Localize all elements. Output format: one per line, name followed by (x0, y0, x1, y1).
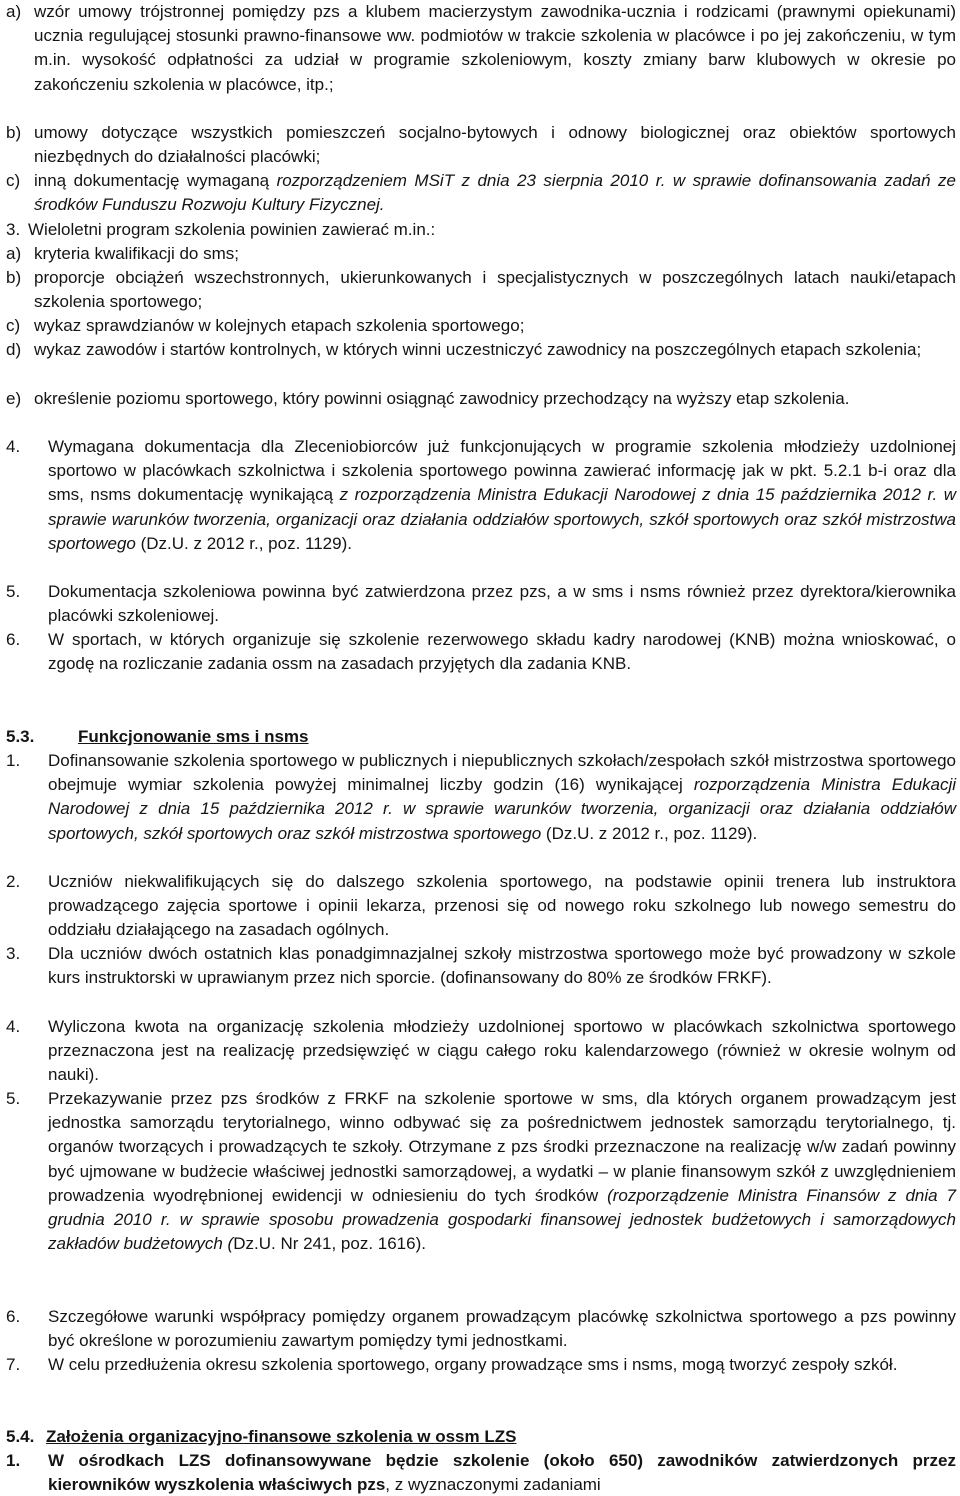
item-label: 1. (6, 1451, 21, 1470)
item-text (48, 1087, 956, 1256)
item-text: W sportach, w których organizuje się szkolenie rezerwowego składu kadry narodowej (KNB) można wnioskować, o zgodę na rozliczanie zadania ossm na zasadach przyjętych dla zadania KNB. (48, 630, 956, 674)
item-text: wykaz sprawdzianów w kolejnych etapach szkolenia sportowego; (34, 316, 525, 335)
item-text: wykaz zawodów i startów kontrolnych, w których winni uczestniczyć zawodnicy na poszczególnych etapach szkolenia; (34, 340, 922, 359)
item-label: c) (6, 316, 21, 335)
item-text (48, 749, 956, 846)
item-text: Wyliczona kwota na organizację szkolenia młodzieży uzdolnionej sportowo w placówkach szkolnictwa sportowego przeznaczona jest na realizację przedsięwzięć w ciągu całego roku kalendarzowego (również w okresie wolnym od nauki). (48, 1017, 956, 1085)
regulation-reference: rozporządzenia Ministra Edukacji Narodowej z dnia 15 października 2012 r. w sprawie warunków tworzenia, organizacji oraz działania oddziałów sportowych, szkół sportowych oraz szkół mistrzostwa sportowego (48, 775, 957, 843)
item-label: 3. (6, 220, 21, 239)
section-number: 5.4. (6, 1427, 35, 1446)
item-text: Wieloletni program szkolenia powinien zawierać m.in.: (28, 220, 436, 239)
item-text-plain: inną dokumentację wymaganą (34, 171, 277, 190)
item-text: proporcje obciążeń wszechstronnych, ukierunkowanych i specjalistycznych w poszczególnych latach nauki/etapach szkolenia sportowego; (34, 268, 956, 312)
journal-reference: Dz.U. Nr 241, poz. 1616). (233, 1234, 426, 1254)
item-text-plain: Dofinansowanie szkolenia sportowego w publicznych i niepublicznych szkołach/zespołach szkół mistrzostwa sportowego obejmuje wymiar szkolenia powyżej minimalnej liczby godzin (16) wynikającej (48, 751, 956, 795)
regulation-reference: z rozporządzenia Ministra Edukacji Narodowej z dnia 15 października 2012 r. w sprawie warunków tworzenia, organizacji oraz działania oddziałów sportowych, szkół sportowych oraz szkół mistrzostwa sportowego (48, 485, 957, 553)
item-text: Dla uczniów dwóch ostatnich klas ponadgimnazjalnej szkoły mistrzostwa sportowego może być prowadzony w szkole kurs instruktorski w uprawianym przez nich sporcie. (dofinansowany do 80% ze środków FRKF). (48, 944, 956, 988)
item-text-plain: Wymagana dokumentacja dla Zleceniobiorców już funkcjonujących w programie szkolenia młodzieży uzdolnionej sportowo w placówkach szkolnictwa i szkolenia sportowego powinna zawierać informację jak w pkt. 5.2.1 b-i oraz dla sms, nsms dokumentację wynikającą (48, 437, 956, 505)
item-label: 4. (6, 437, 21, 456)
journal-reference: (Dz.U. z 2012 r., poz. 1129). (541, 823, 758, 843)
section-title: Założenia organizacyjno-finansowe szkolenia w ossm LZS (46, 1427, 517, 1446)
item-text (34, 169, 956, 217)
item-text-bold: W ośrodkach LZS dofinansowywane będzie szkolenie (około 650) zawodników zatwierdzonych przez kierowników wyszkolenia właściwych pzs (48, 1451, 956, 1495)
item-text: Uczniów niekwalifikujących się do dalszego szkolenia sportowego, na podstawie opinii trenera lub instruktora prowadzącego zajęcia sportowe i opinii lekarza, przenosi się od nowego roku szkolnego lub nowego semestru do oddziału działającego na zasadach ogólnych. (48, 872, 956, 940)
item-label: a) (6, 244, 22, 263)
item-text: Dokumentacja szkoleniowa powinna być zatwierdzona przez pzs, a w sms i nsms również przez dyrektora/kierownika placówki szkoleniowej. (48, 582, 956, 626)
item-text: Szczegółowe warunki współpracy pomiędzy organem prowadzącym placówkę szkolnictwa sportowego a pzs powinny być określone w porozumieniu zawartym pomiędzy tymi jednostkami. (48, 1307, 956, 1351)
item-label: 1. (6, 751, 21, 770)
item-label: 4. (6, 1017, 21, 1036)
regulation-reference: rozporządzeniem MSiT z dnia 23 sierpnia 2010 r. w sprawie dofinansowania zadań ze środków Funduszu Rozwoju Kultury Fizycznej. (34, 171, 956, 215)
item-label: 2. (6, 872, 21, 891)
item-label: 7. (6, 1355, 21, 1374)
item-label: b) (6, 123, 22, 142)
section-number: 5.3. (6, 727, 35, 746)
journal-reference: (Dz.U. z 2012 r., poz. 1129). (135, 533, 352, 553)
item-text (48, 435, 956, 556)
item-text: kryteria kwalifikacji do sms; (34, 244, 239, 263)
item-label: 5. (6, 1089, 21, 1108)
item-label: b) (6, 268, 22, 287)
item-text-plain: , z wyznaczonymi zadaniami (385, 1475, 601, 1495)
regulation-reference: (rozporządzenie Ministra Finansów z dnia 7 grudnia 2010 r. w sprawie sposobu prowadzenia gospodarki finansowej jednostek budżetowych i samorządowych zakładów budżetowych ( (48, 1185, 956, 1254)
item-label: 6. (6, 1307, 21, 1326)
item-label: a) (6, 2, 22, 21)
item-label: 6. (6, 630, 21, 649)
item-text: wzór umowy trójstronnej pomiędzy pzs a klubem macierzystym zawodnika-ucznia i rodzicami (prawnymi opiekunami) ucznia regulującej stosunki prawno-finansowe ww. podmiotów w trakcie szkolenia w placówce i po jej zakończeniu, w tym m.in. wysokość odpłatności za udział w programie szkoleniowym, koszty zmiany barw klubowych w okresie po zakończeniu szkolenia w placówce, itp.; (34, 2, 956, 94)
section-title: Funkcjonowanie sms i nsms (78, 727, 309, 746)
item-text: umowy dotyczące wszystkich pomieszczeń socjalno-bytowych i odnowy biologicznej oraz obiektów sportowych niezbędnych do działalności placówki; (34, 123, 956, 167)
item-label: e) (6, 389, 22, 408)
item-label: 3. (6, 944, 21, 963)
item-label: d) (6, 340, 22, 359)
item-text: W celu przedłużenia okresu szkolenia sportowego, organy prowadzące sms i nsms, mogą tworzyć zespoły szkół. (48, 1355, 898, 1374)
item-label: 5. (6, 582, 21, 601)
item-text-plain: Przekazywanie przez pzs środków z FRKF na szkolenie sportowe w sms, dla których organem prowadzącym jest jednostka samorządu terytorialnego, winno odbywać się za pośrednictwem jednostek samorządu terytorialnego, tj. organów tworzących i prowadzących te szkoły. Otrzymane z pzs środki przeznaczone na realizację w/w zadań powinny być ujmowane w budżecie właściwej jednostki samorządowej, a wydatki – w planie finansowym szkół z uwzględnieniem prowadzenia wyodrębnionej ewidencji w odniesieniu do tych środków (48, 1089, 956, 1205)
item-text: określenie poziomu sportowego, który powinni osiągnąć zawodnicy przechodzący na wyższy etap szkolenia. (34, 389, 850, 408)
item-label: c) (6, 171, 21, 190)
item-text (48, 1449, 956, 1496)
